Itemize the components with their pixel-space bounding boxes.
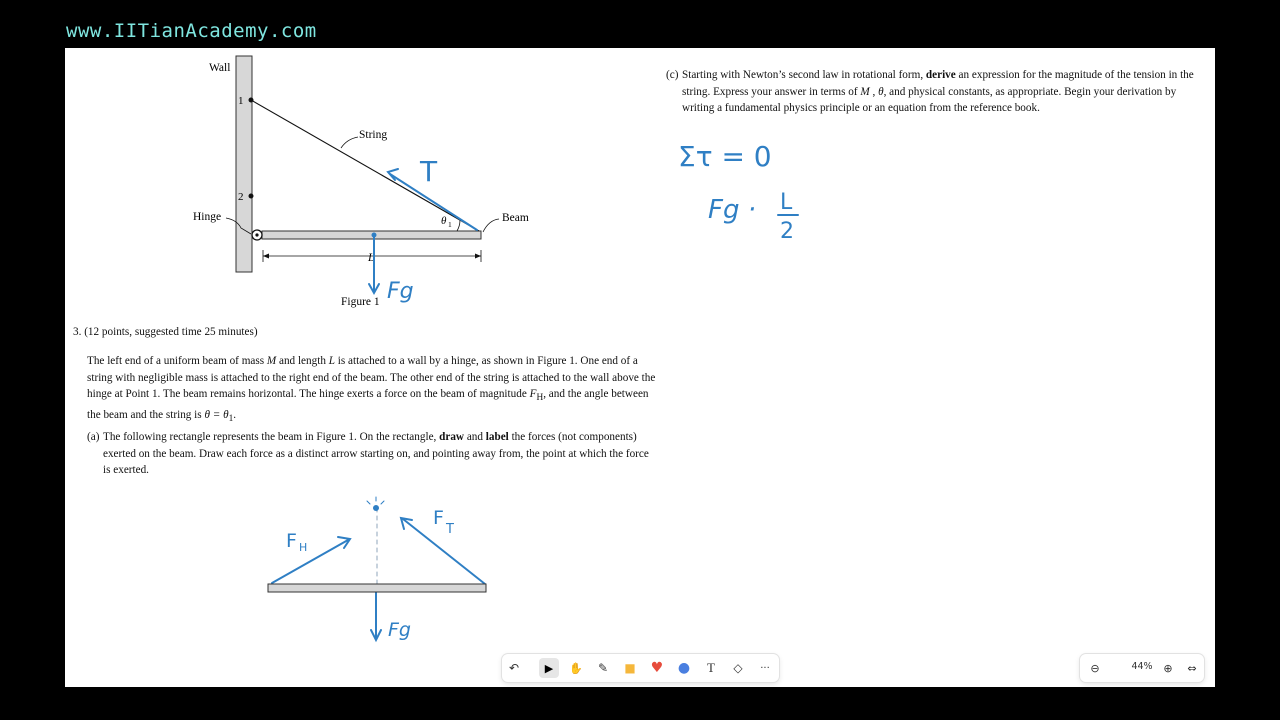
pen-tool-button[interactable] <box>593 658 613 678</box>
sticky-note-icon: ■ <box>624 661 636 675</box>
hw-FH: F <box>286 530 297 552</box>
handwriting-layer <box>65 48 1215 687</box>
beam-rectangle <box>268 584 486 592</box>
q3-length-symbol: L <box>328 355 335 367</box>
part-a-label: (a) <box>87 431 100 443</box>
hand-tool-button[interactable] <box>566 658 586 678</box>
FT-arrow <box>403 519 485 584</box>
part-a-draw: draw <box>439 431 465 443</box>
angle-subscript: 1 <box>448 220 452 229</box>
more-icon: ··· <box>760 662 770 674</box>
q3-text-1: The left end of a uniform beam of mass <box>87 355 267 367</box>
hinge-label: Hinge <box>193 211 222 223</box>
hw-torque-eq: Στ = 0 <box>678 140 772 173</box>
hw-FH-sub: H <box>299 541 308 554</box>
comment-bubble-icon: ● <box>677 660 691 676</box>
hand-icon: ✋ <box>569 661 583 675</box>
q3-theta-eq: θ = θ <box>204 409 229 422</box>
document-page <box>65 48 1215 687</box>
wall-label: Wall <box>209 62 231 74</box>
part-c-text-3: , <box>869 85 879 98</box>
FH-arrow <box>272 540 348 583</box>
q3-text-2: and length <box>276 355 329 367</box>
text-icon: T <box>707 660 715 675</box>
comment-button[interactable] <box>674 658 694 678</box>
zoom-out-button[interactable] <box>1085 658 1105 678</box>
hw-frac-num: L <box>780 190 793 215</box>
fit-screen-icon: ⇔ <box>1187 661 1197 675</box>
q3-text-4: , and the angle between the beam and the string is <box>87 388 649 422</box>
drawing-toolbar <box>502 654 779 682</box>
angle-label: θ <box>441 215 447 227</box>
stamp-button[interactable] <box>647 658 667 678</box>
zoom-control <box>1080 654 1204 682</box>
hw-frac-den: 2 <box>780 219 794 244</box>
zoom-in-button[interactable] <box>1158 658 1178 678</box>
q3-theta-subscript: 1 <box>228 414 234 425</box>
text-tool-button[interactable] <box>701 658 721 678</box>
figure-caption: Figure 1 <box>341 296 380 308</box>
point-2-label: 2 <box>238 191 244 203</box>
more-button[interactable] <box>755 658 775 678</box>
heart-icon: ♥ <box>650 660 664 676</box>
zoom-out-icon: ⊖ <box>1090 661 1100 675</box>
select-tool-button[interactable] <box>539 658 559 678</box>
beam-label: Beam <box>502 212 529 224</box>
part-c-theta: θ <box>878 85 884 98</box>
watermark: www.IITianAcademy.com <box>66 20 317 42</box>
center-dot-beam <box>372 233 377 238</box>
q3-force-subscript: H <box>536 393 544 404</box>
q3-text-3: is attached to a wall by a hinge, as shown in Figure 1. One end of a string with negligible mass is attached to the right end of the beam. The other end of the string is attached to the wall above the hinge at Point 1. The beam remains horizontal. The hinge exerts a force on the beam of magnitude <box>87 355 656 401</box>
part-a-label-word: label <box>485 431 509 443</box>
hw-FT-sub: T <box>446 522 454 537</box>
part-a-text-2: and <box>464 431 486 443</box>
hw-T: T <box>420 155 438 188</box>
part-a-text-3: the forces (not components) exerted on the beam. Draw each force as a distinct arrow starting on, and pointing away from, the point at which the force is exerted. <box>103 431 649 477</box>
pen-icon: ✎ <box>597 661 609 675</box>
part-c-mass-symbol: M <box>860 85 870 98</box>
part-c-derive: derive <box>925 69 956 81</box>
fit-to-screen-button[interactable] <box>1182 658 1202 678</box>
shapes-tool-button[interactable] <box>728 658 748 678</box>
part-c-label: (c) <box>666 69 679 81</box>
length-label: L <box>368 252 375 264</box>
part-c-text-2: an expression for the magnitude of the tension in the string. Express your answer in terms of <box>682 69 1194 98</box>
part-c-text-1: Starting with Newton’s second law in rotational form, <box>682 69 926 81</box>
string-label: String <box>359 129 388 141</box>
center-point <box>373 505 379 511</box>
hw-FT: F <box>433 507 444 529</box>
q3-text-5: . <box>233 409 237 422</box>
hw-Fg-a: Fg <box>388 619 411 641</box>
question-3-header: 3. (12 points, suggested time 25 minutes) <box>73 326 258 338</box>
part-a-text-1: The following rectangle represents the beam in Figure 1. On the rectangle, <box>103 431 440 443</box>
sticky-note-button[interactable] <box>620 658 640 678</box>
q3-mass-symbol: M <box>266 355 277 367</box>
q3-force-symbol: F <box>529 388 537 401</box>
hw-Fg-figure: Fg <box>387 279 414 304</box>
hw-Fg-c: Fg · <box>708 195 756 225</box>
zoom-level[interactable]: 44% <box>1131 661 1153 672</box>
undo-icon: ↶ <box>508 661 520 675</box>
shapes-icon: ◇ <box>733 661 743 675</box>
center-sparkle <box>367 497 384 504</box>
point-1-label: 1 <box>238 95 244 107</box>
part-c-text-4: , and physical constants, as appropriate. Begin your derivation by writing a fundamental physics principle or an equation from the reference book. <box>682 85 1177 115</box>
zoom-in-icon: ⊕ <box>1163 661 1173 675</box>
undo-button[interactable] <box>504 658 524 678</box>
cursor-icon: ▶ <box>544 661 554 675</box>
